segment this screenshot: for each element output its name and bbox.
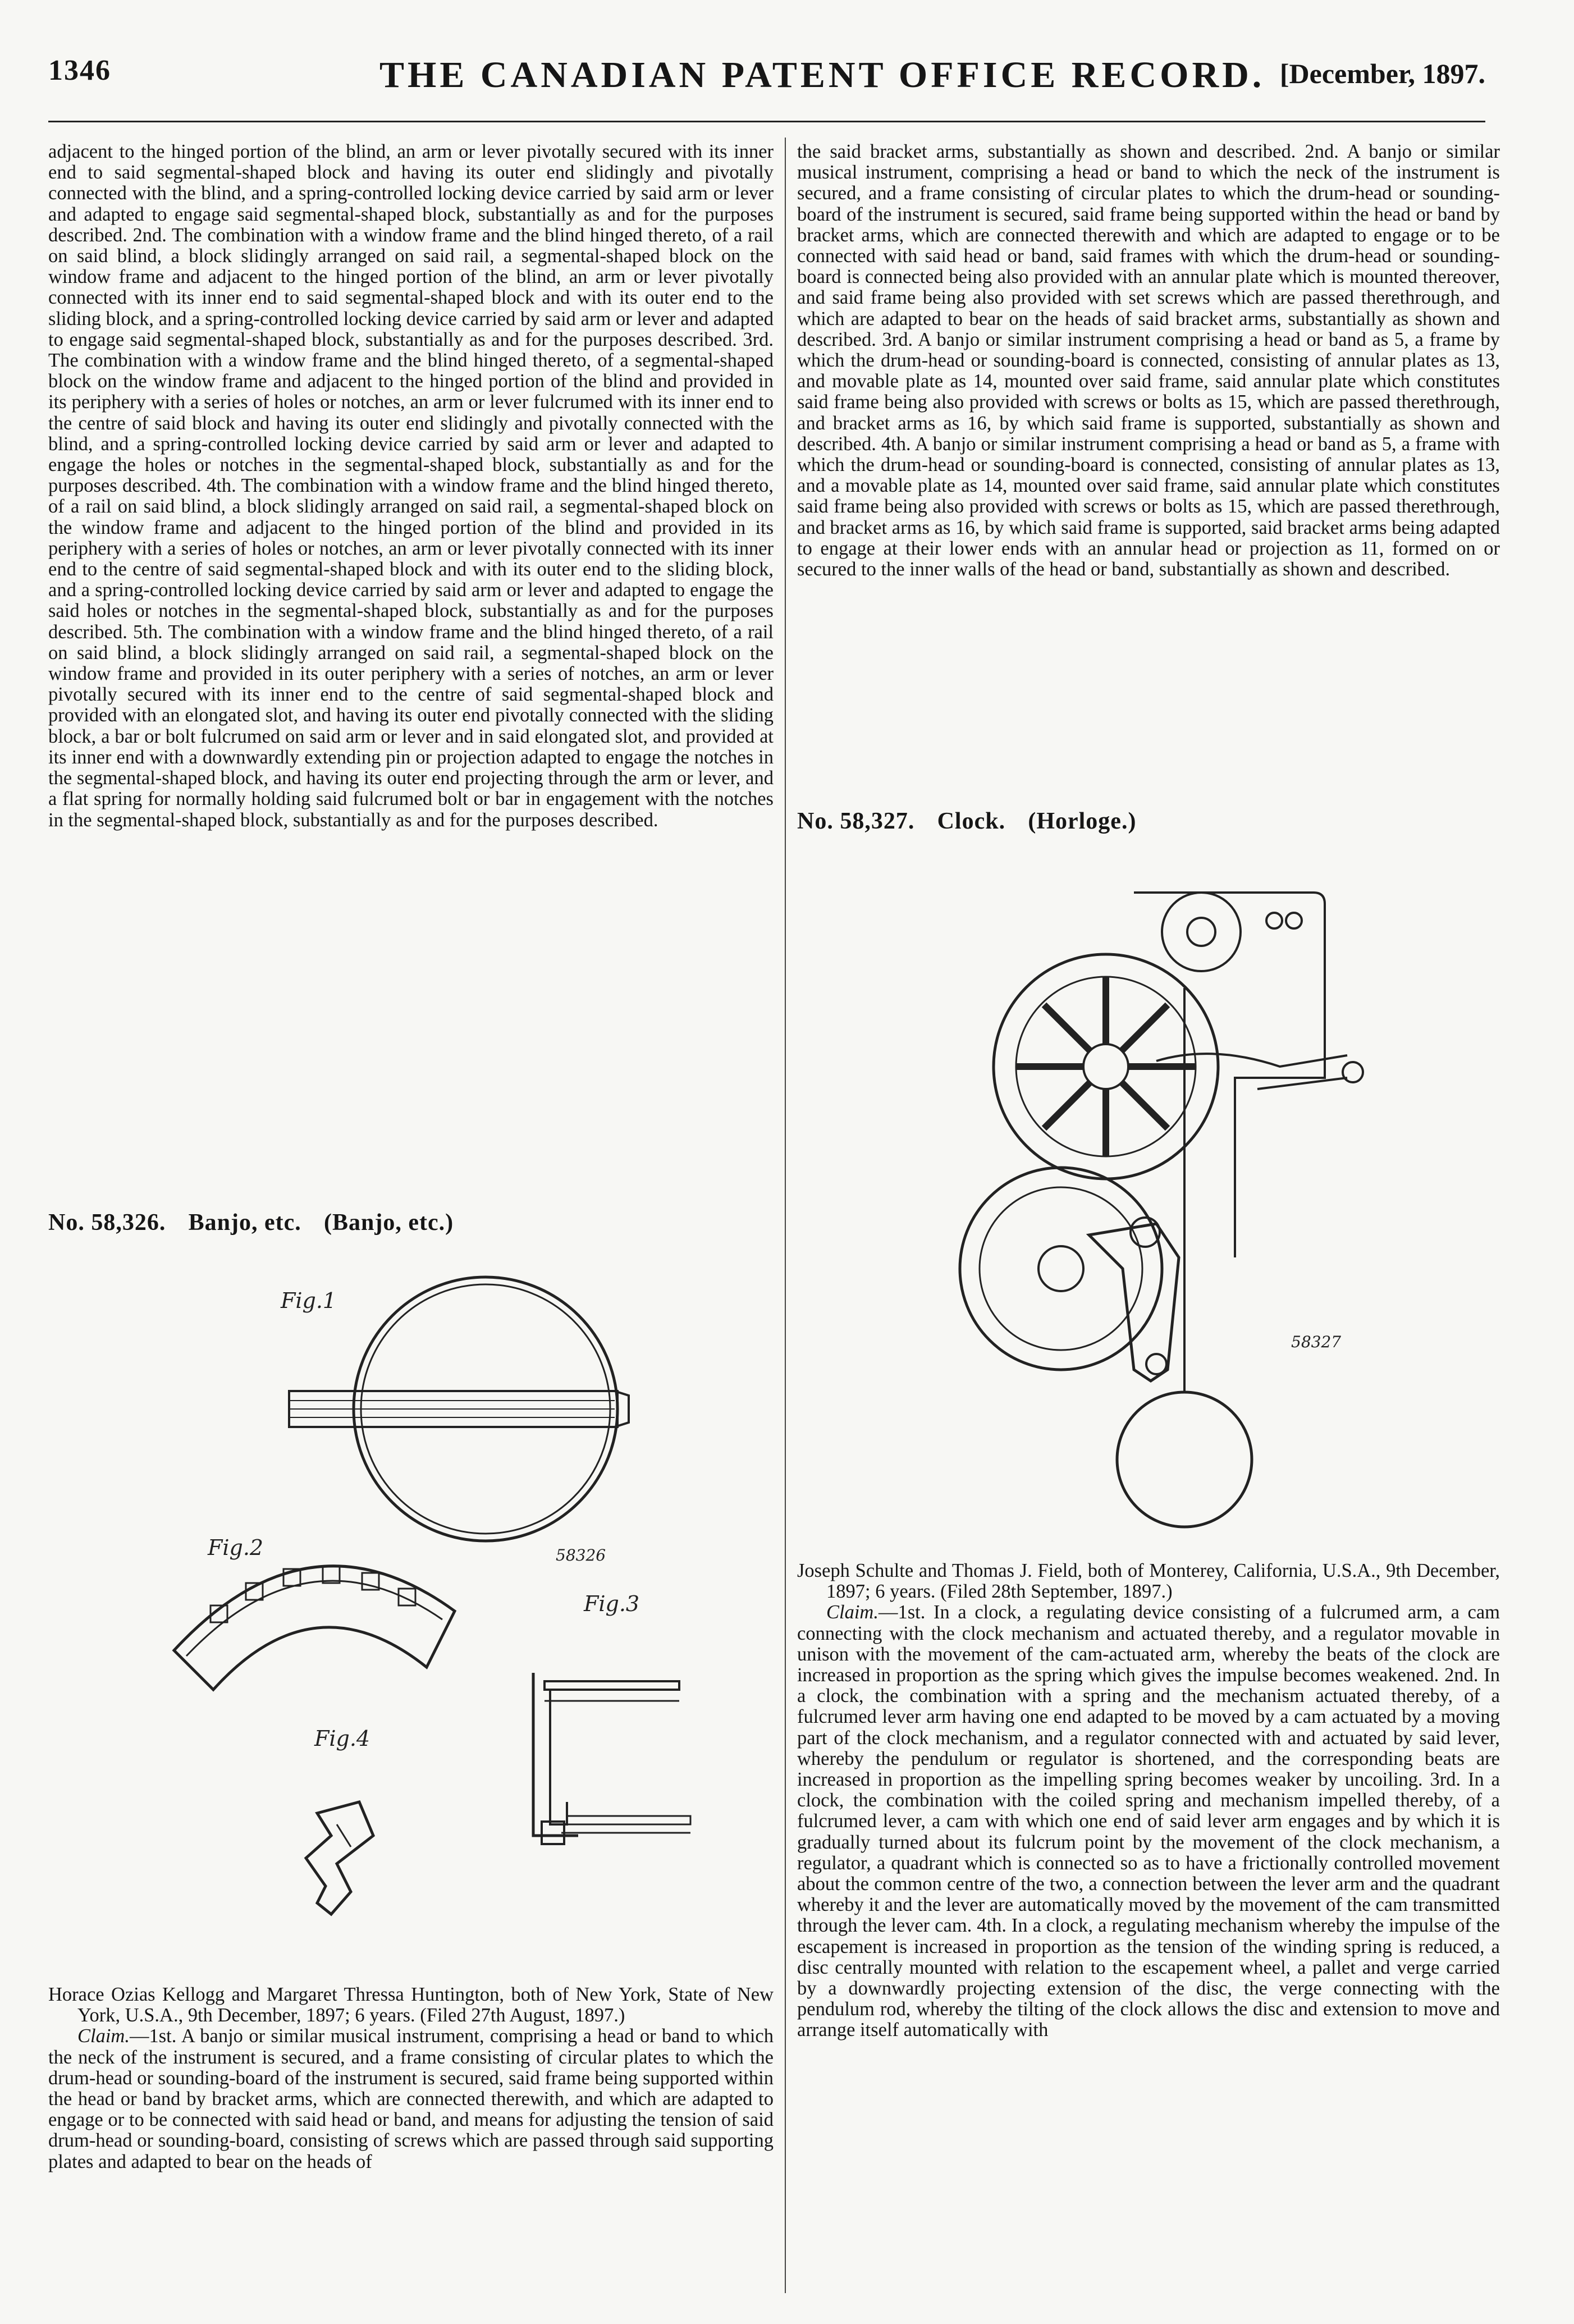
banjo-fig4-label: Fig.4 [314,1726,370,1751]
banjo-patent-number: No. 58,326. [48,1210,166,1236]
journal-title: THE CANADIAN PATENT OFFICE RECORD. [379,54,1265,95]
clock-escape-wheel [1162,893,1241,971]
clock-heading [797,808,1500,834]
blind-claims-continuation: adjacent to the hinged portion of the blind, an arm or lever pivotally secured with its inner end to said segmental-shaped block and having its outer end slidingly and pivotally connected with the blind, and a spring-controlled locking device carried by said arm or lever and adapted to engage said segmental-shaped block, substantially as and for the purposes described. 2nd. The combination with a window frame and the blind hinged thereto, of a rail on said blind, a block slidingly arranged on said rail, a segmental-shaped block on the window frame and adjacent to the hinged portion of the blind, an arm or lever pivotally connected with its inner end to said segmental-shaped block and with its outer end to the sliding block, and a spring-controlled locking device carried by said arm or lever and adapted to engage said segmental-shaped block, substantially as and for the purposes described. 3rd. The combination with a window frame and the blind hinged thereto, of a segmental-shaped block on the window frame and adjacent to the hinged portion of the blind and provided in its periphery with a series of holes or notches, an arm or lever fulcrumed with its inner end to the centre of said block and having its outer end slidingly and pivotally connected with the blind, and a spring-controlled locking device carried by said arm or lever and adapted to engage the holes or notches in the segmental-shaped block, substantially as and for the purposes described. 4th. The combination with a window frame and the blind hinged thereto, of a rail on said blind, a block slidingly arranged on said rail, a segmental-shaped block on the window frame and adjacent to the hinged portion of the blind and provided in its periphery with a series of holes or notches, an arm or lever pivotally connected with its inner end to the centre of said segmental-shaped block and with its outer end to the sliding block, and a spring-controlled locking device carried by said arm or lever and adapted to engage the said holes or notches in the segmental-shaped block, substantially as and for the purposes described. 5th. The combination with a window frame and the blind hinged thereto, of a rail on said blind, a block slidingly arranged on said rail, a segmental-shaped block on the window frame and provided in its outer periphery with a series of notches, an arm or lever pivotally secured with its inner end to the centre of said segmental-shaped block and provided with an elongated slot, and having its outer end pivotally connected with the sliding block, a bar or bolt fulcrumed on said arm or lever and in said elongated slot, and provided at its inner end with a downwardly extending pin or projection adapted to engage the notches in the segmental-shaped block, and having its outer end projecting through the arm or lever, and a flat spring for normally holding said fulcrumed bolt or bar in engagement with the notches in the segmental-shaped block, substantially as and for the purposes described. [48,141,774,831]
clock-figure-number: 58327 [1291,1333,1342,1351]
clock-inventors: Joseph Schulte and Thomas J. Field, both of Monterey, California, U.S.A., 9th December, 1897; 6 years. (Filed 28th September, 1897.) [797,1560,1500,1603]
clock-patent-figure [921,876,1426,1549]
banjo-fig3-label: Fig.3 [584,1591,640,1616]
clock-body [797,1561,1500,2041]
column-divider [785,138,786,2293]
banjo-patent-figures [67,1263,763,1954]
banjo-claims-continuation: the said bracket arms, substantially as shown and described. 2nd. A banjo or similar musical instrument, comprising a head or band to which the neck of the instrument is secured, and a frame consisting of circular plates to which the drum-head or sounding-board of the instrument is secured, said frame being supported within the head or band by bracket arms, which are connected therewith and which are adapted to engage or to be connected with said head or band, said frames with which the drum-head or sounding-board is connected being also provided with an annular plate which is mounted thereover, and said frame being also provided with set screws which are passed therethrough, and which are adapted to bear on the heads of said bracket arms, substantially as shown and described. 3rd. A banjo or similar instrument comprising a head or band as 5, a frame by which the drum-head or sounding-board is connected, consisting of annular plates as 13, and movable plate as 14, mounted over said frame, said annular plate which constitutes said frame being also provided with screws or bolts as 15, which are passed therethrough, and bracket arms as 16, by which said frame is supported, substantially as shown and described. 4th. A banjo or similar instrument comprising a head or band as 5, a frame with which the drum-head or sounding-board is connected, consisting of annular plates as 13, and a movable plate as 14, mounted over said frame, said annular plate which constitutes said frame being also provided with screws or bolts as 15, which are passed therethrough, and bracket arms as 16, by which said frame is supported, said bracket arms being adapted to engage at their lower ends with an annular head or projection as 11, formed on or secured to the inner walls of the head or band, substantially as shown and described. [797,141,1500,580]
clock-claim-lead: Claim. [826,1602,878,1623]
banjo-french-title: (Banjo, etc.) [323,1210,454,1236]
clock-back-plate [1134,893,1325,1257]
right-column-banjo-continuation [797,141,1500,580]
clock-pendulum-bob [1117,1392,1252,1527]
banjo-figure-number: 58326 [556,1546,606,1564]
banjo-heading [48,1210,774,1236]
banjo-title: Banjo, etc. [188,1210,301,1236]
banjo-fig1-label: Fig.1 [281,1288,337,1313]
clock-claim-text: —1st. In a clock, a regulating device consisting of a fulcrumed arm, a cam connecting with the clock mechanism and actuated thereby, and a regulator movable in unison with the movement of the cam-actuated arm, whereby the beats of the clock are increased in proportion as the spring which gives the impulse becomes weakened. 2nd. In a clock, the combination with a spring and the mechanism actuated thereby, of a fulcrumed lever arm having one end adapted to be moved by a cam actuated by a moving part of the clock mechanism, and a regulator connected with and actuated by said lever, whereby the pendulum or regulator is shortened, and the corresponding beats are increased in proportion as the impelling spring becomes weaker by uncoiling. 3rd. In a clock, the combination with the coiled spring and mechanism impelled thereby, of a fulcrumed lever, a cam with which one end of said lever arm engages and by which it is gradually turned about its fulcrum point by the movement of the clock mechanism, a regulator, a quadrant which is connected so as to have a frictionally controlled movement about the common centre of the two, a connection between the lever arm and the quadrant whereby it and the lever are automatically moved by the movement of the cam transmitted through the lever cam. 4th. In a clock, a regulating mechanism whereby the impulse of the escapement is increased in proportion as the tension of the winding spring is reduced, a disc centrally mounted with relation to the escapement wheel, a pallet and verge carried by a downwardly projecting extension of the disc, the verge connecting with the pendulum rod, whereby the tilting of the clock allows the disc and extension to move and arrange itself automatically with [797,1602,1500,2041]
banjo-fig4-bracket [306,1802,373,1914]
page-header [48,54,1485,104]
header-rule [48,121,1485,122]
issue-date: [December, 1897. [1279,58,1485,89]
banjo-claim-lead: Claim. [77,2025,130,2047]
clock-french-title: (Horloge.) [1028,808,1137,834]
clock-claim [797,1602,1500,2041]
clock-patent-number: No. 58,327. [797,808,915,834]
left-column-continuation [48,141,774,831]
banjo-inventors: Horace Ozias Kellogg and Margaret Thressa Huntington, both of New York, State of New York, U.S.A., 9th December, 1897; 6 years. (Filed 27th August, 1897.) [48,1984,774,2026]
banjo-fig3-section [533,1673,578,1836]
banjo-claim [48,2026,774,2172]
clock-title: Clock. [937,808,1006,834]
banjo-claim-text: —1st. A banjo or similar musical instrument, comprising a head or band to which the neck of the instrument is secured, and a frame consisting of circular plates to which the drum-head or sounding-board of the instrument is secured, said frame being supported within the head or band by bracket arms, which are connected therewith, and which are adapted to engage or to be connected with said head or band, and means for adjusting the tension of said drum-head or sounding-board, consisting of screws which are passed through said supporting plates and adapted to bear on the heads of [48,2025,774,2172]
banjo-body [48,1984,774,2172]
page-number: 1346 [48,54,111,86]
banjo-fig2-label: Fig.2 [208,1535,264,1560]
